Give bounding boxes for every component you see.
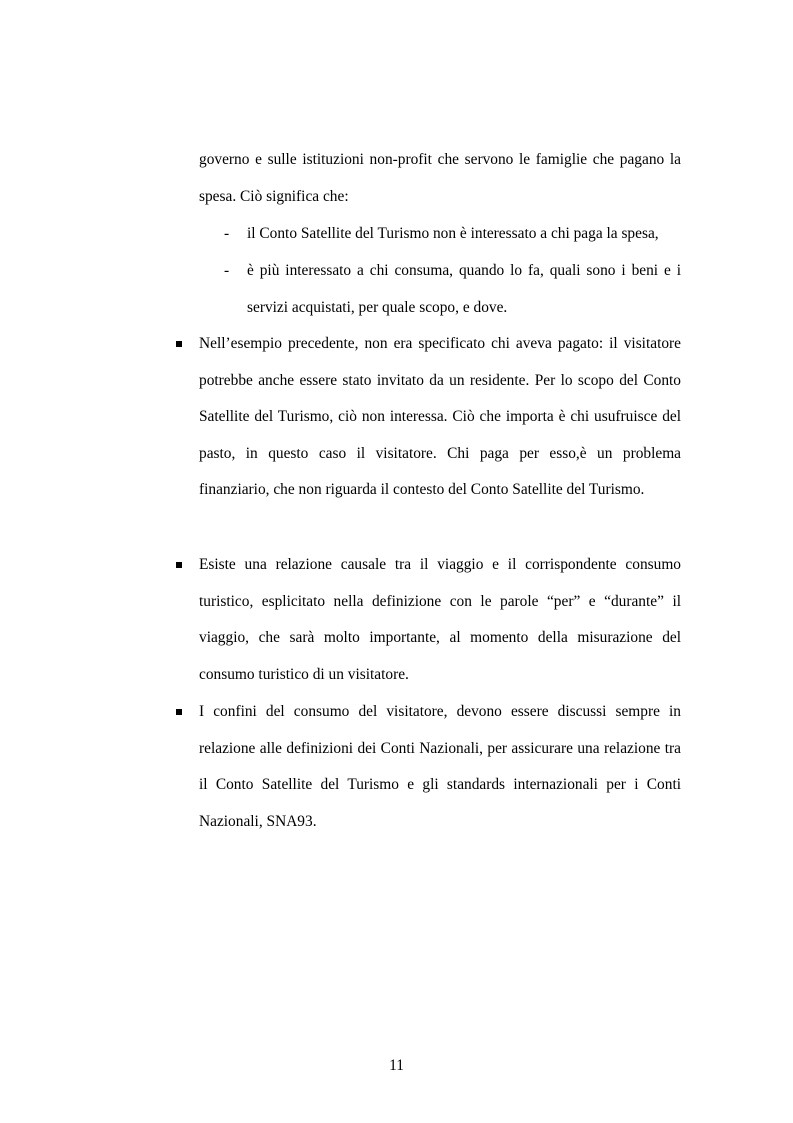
dash-marker: - (224, 262, 230, 279)
square-bullet-icon (176, 562, 182, 568)
bullet-paragraph: Esiste una relazione causale tra il viaggio e il corrispondente consumo turistico, esplicitato nella definizione con le parole “per” e “durante” il viaggio, che sarà molto importante, al momento della misurazione del consumo turistico di un visitatore. (199, 556, 681, 683)
square-bullet-icon (176, 341, 182, 347)
bullet-paragraph: Nell’esempio precedente, non era specificato chi aveva pagato: il visitatore potrebbe anche essere stato invitato da un residente. Per lo scopo del Conto Satellite del Turismo, ciò non interessa. Ciò che importa è chi usufruisce del pasto, in questo caso il visitatore. Chi paga per esso,è un problema finanziario, che non riguarda il contesto del Conto Satellite del Turismo. (199, 335, 681, 499)
dash-item-text: è più interessato a chi consuma, quando lo fa, quali sono i beni e i servizi acquistati, per quale scopo, e dove. (247, 262, 681, 316)
page-number: 11 (389, 1057, 404, 1074)
bullet-paragraph: I confini del consumo del visitatore, devono essere discussi sempre in relazione alle definizioni dei Conti Nazionali, per assicurare una relazione tra il Conto Satellite del Turismo e gli standards internazionali per i Conti Nazionali, SNA93. (199, 703, 681, 830)
dash-marker: - (224, 225, 230, 242)
square-bullet-icon (176, 709, 182, 715)
intro-paragraph: governo e sulle istituzioni non-profit che servono le famiglie che pagano la spesa. Ciò significa che: (199, 151, 681, 205)
dash-list-item (224, 216, 681, 253)
dash-item-text: il Conto Satellite del Turismo non è interessato a chi paga la spesa, (247, 225, 659, 242)
dash-list-item (224, 253, 681, 326)
